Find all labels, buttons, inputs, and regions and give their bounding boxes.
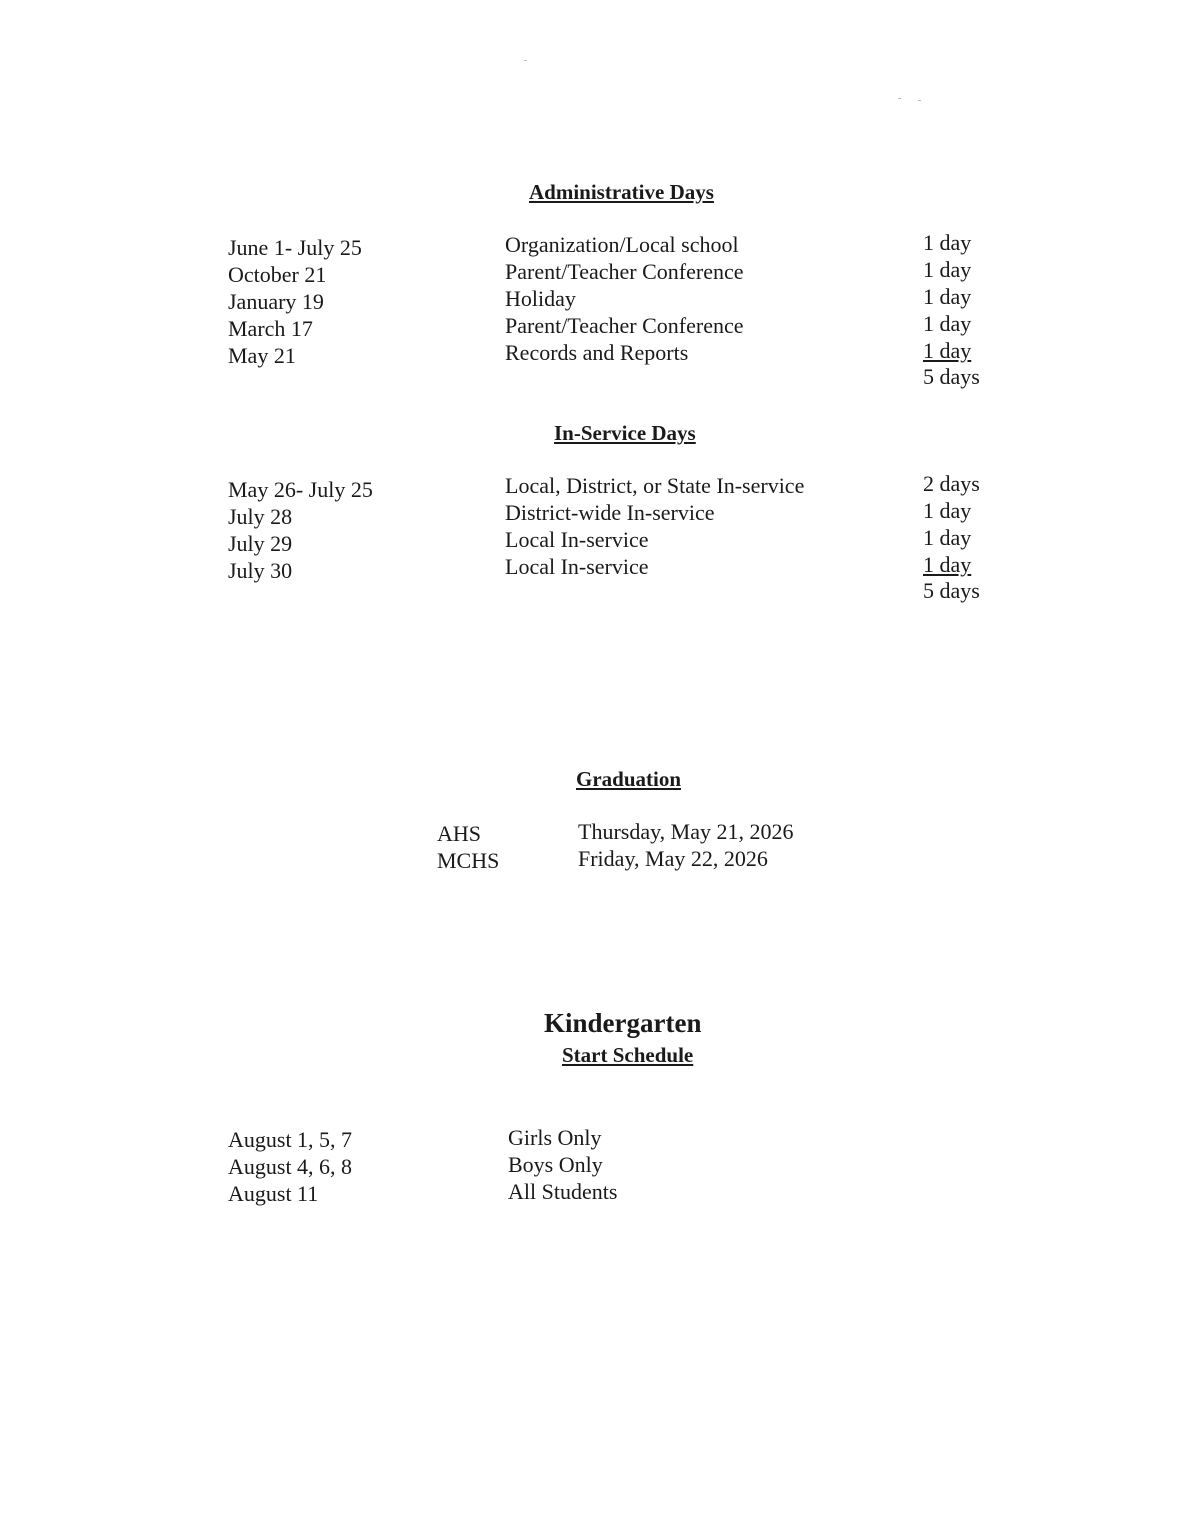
row-days: 1 day [923,311,972,336]
row-date: July 29 [228,531,293,556]
row-date: January 19 [228,289,324,314]
kindergarten-subtitle: Start Schedule [562,1043,694,1067]
row-days: 2 days [923,471,980,496]
scan-speck [918,100,921,101]
row-date: May 21 [228,343,296,368]
row-description: Records and Reports [505,340,689,365]
graduation-date: Friday, May 22, 2026 [578,846,768,871]
row-dates: August 1, 5, 7 [228,1127,353,1152]
row-description: District-wide In-service [505,500,715,525]
kindergarten-title: Kindergarten [544,1008,702,1038]
section-heading: Administrative Days [529,180,714,204]
row-date: June 1- July 25 [228,235,362,260]
row-description: Holiday [505,286,576,311]
row-days: 1 day [923,284,972,309]
row-date: March 17 [228,316,313,341]
graduation-date: Thursday, May 21, 2026 [578,819,794,844]
total-days: 5 days [923,578,980,603]
row-dates: August 4, 6, 8 [228,1154,353,1179]
row-group: Boys Only [508,1152,603,1177]
scan-speck [898,98,901,99]
row-date: July 30 [228,558,293,583]
row-days: 1 day [923,257,972,282]
row-date: July 28 [228,504,293,529]
row-description: Parent/Teacher Conference [505,259,744,284]
row-description: Local In-service [505,527,649,552]
section-heading: In-Service Days [554,421,696,445]
total-days: 5 days [923,364,980,389]
row-group: All Students [508,1179,618,1204]
row-days: 1 day [923,498,972,523]
row-days: 1 day [923,338,972,363]
row-dates: August 11 [228,1181,319,1206]
row-days: 1 day [923,552,972,577]
row-description: Local In-service [505,554,649,579]
section-heading: Graduation [576,767,682,791]
row-days: 1 day [923,230,972,255]
row-description: Organization/Local school [505,232,739,257]
row-description: Local, District, or State In-service [505,473,805,498]
school-name: AHS [437,821,482,846]
row-description: Parent/Teacher Conference [505,313,744,338]
row-date: May 26- July 25 [228,477,373,502]
row-date: October 21 [228,262,327,287]
row-group: Girls Only [508,1125,602,1150]
scan-speck [524,60,527,61]
row-days: 1 day [923,525,972,550]
school-name: MCHS [437,848,500,873]
